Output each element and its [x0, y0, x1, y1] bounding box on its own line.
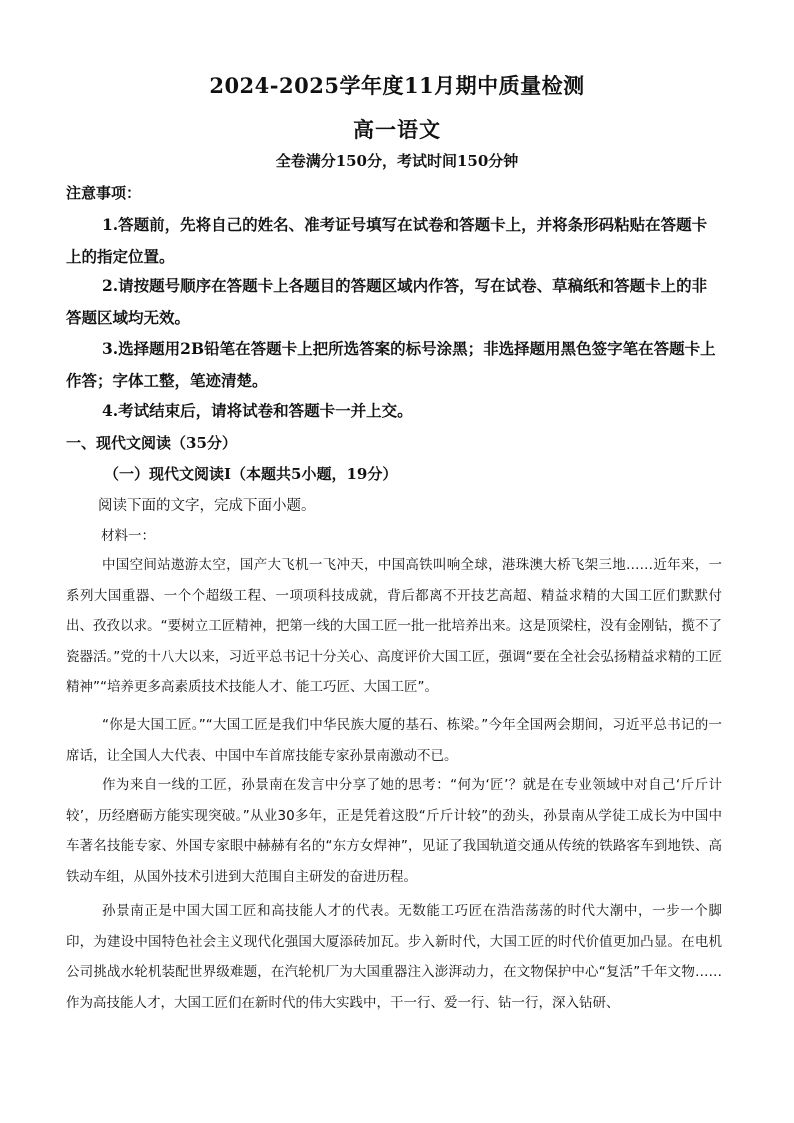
passage-paragraph: 孙景南正是中国大国工匠和高技能人才的代表。无数能工巧匠在浩浩荡荡的时代大潮中，一步一个脚印，为建设中国特色社会主义现代化强国大厦添砖加瓦。步入新时代，大国工匠的时代价值更加凸显。在电机公司挑战水轮机装配世界级难题，在汽轮机厂为大国重器注入澎湃动力，在文物保护中心“复活”千年文物……作为高技能人才，大国工匠们在新时代的伟大实践中，干一行、爱一行、钻一行，深入钻研、	[66, 903, 722, 1011]
material-label: 材料一：	[101, 528, 155, 544]
reading-instruction: 阅读下面的文字，完成下面小题。	[98, 498, 316, 514]
note-item: 1.答题前，先将自己的姓名、准考证号填写在试卷和答题卡上，并将条形码粘贴在答题卡上的指定位置。	[66, 215, 708, 266]
subject-title: 高一语文	[353, 117, 441, 142]
exam-title: 2024-2025学年度11月期中质量检测	[209, 73, 585, 98]
passage-paragraph: “你是大国工匠。”“大国工匠是我们中华民族大厦的基石、栋梁。”今年全国两会期间，习近平总书记的一席话，让全国人大代表、中国中车首席技能专家孙景南激动不已。	[66, 717, 722, 764]
note-item: 4.考试结束后，请将试卷和答题卡一并上交。	[102, 401, 413, 420]
score-time-line: 全卷满分150分，考试时间150分钟	[275, 152, 519, 170]
subsection-heading: （一）现代文阅读Ⅰ（本题共5小题，19分）	[104, 465, 398, 483]
note-item: 2.请按题号顺序在答题卡上各题目的答题区域内作答，写在试卷、草稿纸和答题卡上的非答题区域均无效。	[66, 276, 708, 327]
note-item: 3.选择题用2B铅笔在答题卡上把所选答案的标号涂黑；非选择题用黑色签字笔在答题卡上作答；字体工整，笔迹清楚。	[66, 339, 716, 390]
section-heading: 一、现代文阅读（35分）	[66, 434, 237, 452]
passage-paragraph: 作为来自一线的工匠，孙景南在发言中分享了她的思考：“何为‘匠’？就是在专业领域中对自己‘斤斤计较’，历经磨砺方能实现突破。”从业30多年，正是凭着这股“斤斤计较”的劲头，孙景南从学徒工成长为中国中车著名技能专家、外国专家眼中赫赫有名的“东方女焊神”，见证了我国轨道交通从传统的铁路客车到地铁、高铁动车组，从国外技术引进到大范围自主研发的奋进历程。	[66, 777, 722, 885]
notes-heading: 注意事项：	[66, 184, 142, 202]
passage-paragraph: 中国空间站遨游太空，国产大飞机一飞冲天，中国高铁叫响全球，港珠澳大桥飞架三地……近年来，一系列大国重器、一个个超级工程、一项项科技成就，背后都离不开技艺高超、精益求精的大国工匠们默默付出、孜孜以求。“要树立工匠精神，把第一线的大国工匠一批一批培养出来。这是顶梁柱，没有金刚钻，揽不了瓷器活。”党的十八大以来，习近平总书记十分关心、高度评价大国工匠，强调“要在全社会弘扬精益求精的工匠精神”“培养更多高素质技术技能人才、能工巧匠、大国工匠”。	[66, 557, 722, 696]
